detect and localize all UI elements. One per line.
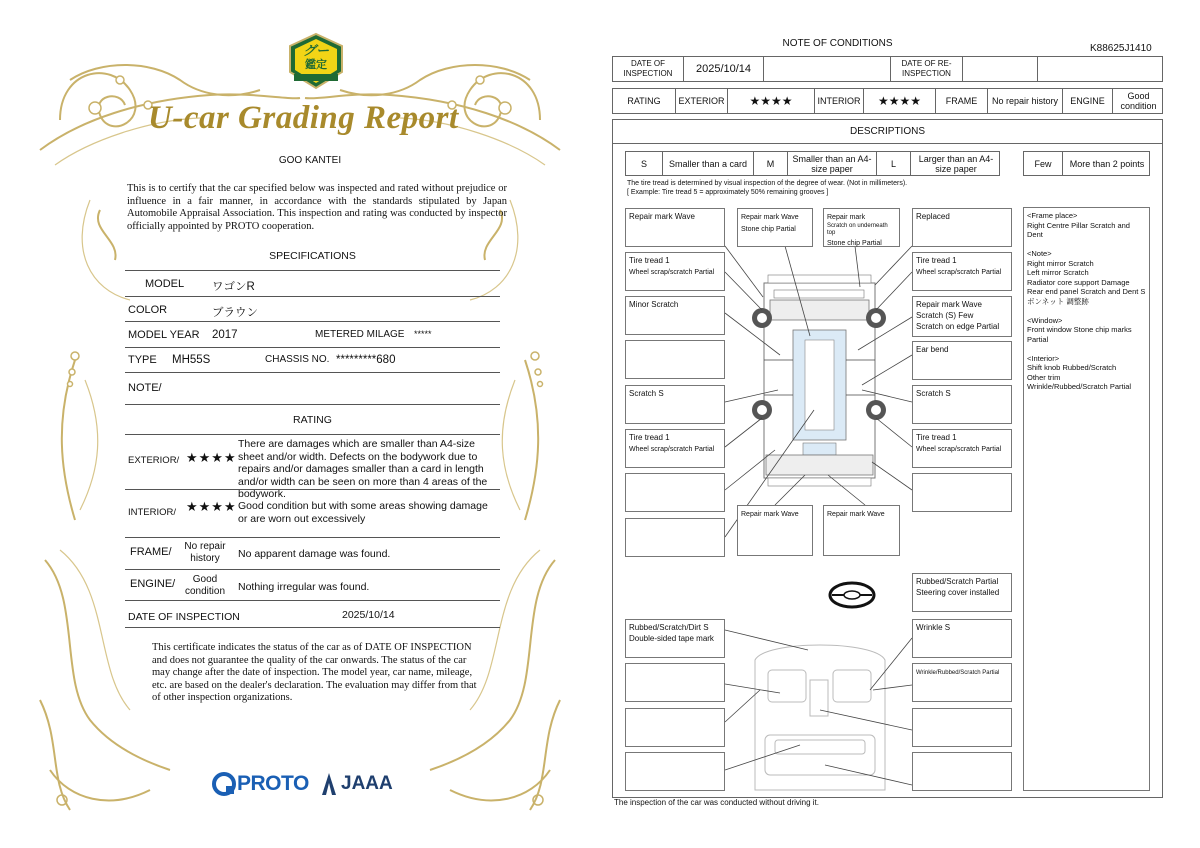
note-box: [625, 473, 725, 512]
certification-text: This is to certify that the car specified below was inspected and rated without prejudice or influence in a fair manner, in accordance with the standards stipulated by Japan Automobile Appraisal Association. This inspection and rating was conducted by inspector officially appointed by PROTO cooperation.: [127, 183, 507, 232]
notes-footer: The inspection of the car was conducted without driving it.: [614, 798, 819, 807]
frame-value: No repair history: [184, 541, 226, 564]
remark-line: <Window>: [1027, 315, 1063, 325]
note-text: Wheel scrap/scratch Partial: [629, 269, 715, 276]
notes-title: NOTE OF CONDITIONS: [782, 38, 893, 49]
engine-label: ENGINE: [1062, 89, 1112, 113]
note-box: [625, 518, 725, 557]
note-box: [912, 208, 1012, 247]
note-text: Repair mark Wave: [827, 511, 885, 518]
note-text: Tire tread 1: [629, 433, 670, 442]
note-box: [912, 341, 1012, 380]
note-box: [823, 505, 900, 556]
color-value: ブラウン: [212, 307, 258, 319]
divider: [125, 569, 500, 570]
inspection-date-value: 2025/10/14: [683, 57, 763, 81]
note-box: [737, 208, 813, 247]
remark-line: Left mirror Scratch: [1027, 268, 1089, 277]
exterior-label: EXTERIOR/: [128, 455, 180, 466]
remark-line: <Note>: [1027, 249, 1052, 258]
interior-stars: ★★★★: [863, 89, 935, 113]
note-box: [625, 252, 725, 291]
engine-label: ENGINE/: [130, 578, 176, 590]
legend-few: Few: [1034, 158, 1052, 169]
note-text: Steering cover installed: [916, 588, 1000, 597]
note-box: [912, 252, 1012, 291]
note-text: Repair mark: [827, 214, 866, 221]
badge-line2: 鑑定: [305, 59, 327, 71]
model-label: MODEL: [145, 278, 185, 290]
legend-m-text: Smaller than an A4-size paper: [787, 152, 876, 175]
note-box: [912, 296, 1012, 337]
exterior-label: EXTERIOR: [675, 89, 727, 113]
rating-heading: RATING: [293, 414, 332, 426]
note-box: [737, 505, 813, 556]
note-label: NOTE/: [128, 382, 162, 394]
inspection-date-label: DATE OF INSPECTION: [623, 59, 673, 78]
note-box: [912, 752, 1012, 791]
note-text: Scratch on underneath top: [827, 223, 888, 236]
note-text: Ear bend: [916, 345, 949, 354]
divider: [125, 270, 500, 271]
interior-stars: ★★★★: [186, 499, 237, 514]
frame-description: No apparent damage was found.: [238, 548, 391, 560]
model-value: ワゴンR: [212, 281, 255, 293]
badge-line1: グー: [302, 43, 329, 58]
note-box: [625, 619, 725, 658]
divider: [125, 372, 500, 373]
note-text: Scratch S: [916, 389, 951, 398]
goo-kantei-badge: [288, 32, 344, 90]
remark-line: [1027, 240, 1146, 250]
interior-diagram: [755, 645, 885, 790]
note-text: Wheel scrap/scratch Partial: [629, 446, 715, 453]
inspection-date-value: 2025/10/14: [342, 609, 395, 621]
legend-s-text: Smaller than a card: [662, 152, 753, 175]
exterior-stars: ★★★★: [727, 89, 814, 113]
remark-line: Shift knob Rubbed/Scratch: [1027, 363, 1117, 372]
exterior-stars: ★★★★: [186, 450, 237, 465]
legend-more: More than 2 points: [1062, 152, 1151, 175]
note-box: [912, 429, 1012, 468]
rating-label: RATING: [627, 96, 661, 106]
type-label: TYPE: [128, 354, 157, 366]
note-box: [625, 708, 725, 747]
jaaa-logo-text: JAAA: [341, 773, 393, 794]
remark-line: ボンネット 調整跡: [1027, 296, 1089, 306]
remark-line: Radiator core support Damage: [1027, 277, 1130, 287]
divider: [125, 600, 500, 601]
note-box: [625, 208, 725, 247]
note-text: Scratch on edge Partial: [916, 322, 1000, 331]
legend-l-text: Larger than an A4-size paper: [910, 152, 1001, 175]
descriptions-heading: DESCRIPTIONS: [849, 126, 925, 137]
engine-value: Good condition: [184, 574, 226, 597]
divider: [125, 404, 500, 405]
remarks-box: [1023, 207, 1150, 791]
interior-label: INTERIOR: [814, 89, 863, 113]
engine-value: Good condition: [1112, 89, 1164, 113]
note-box: [912, 473, 1012, 512]
divider: [125, 347, 500, 348]
note-text: Replaced: [916, 212, 950, 221]
divider: [125, 489, 500, 490]
note-box: [912, 663, 1012, 702]
color-label: COLOR: [128, 304, 168, 316]
note-text: Wheel scrap/scratch Partial: [916, 446, 1002, 453]
note-text: Wheel scrap/scratch Partial: [916, 269, 1002, 276]
interior-label: INTERIOR/: [128, 507, 177, 518]
note-text: Wrinkle/Rubbed/Scratch Partial: [916, 670, 1000, 676]
frame-label: FRAME/: [130, 546, 172, 558]
mileage-label: METERED MILAGE: [315, 329, 405, 340]
engine-description: Nothing irregular was found.: [238, 581, 370, 593]
note-text: Stone chip Partial: [741, 226, 796, 233]
model-year-label: MODEL YEAR: [128, 329, 200, 341]
chassis-label: CHASSIS NO.: [265, 354, 330, 365]
divider: [125, 627, 500, 628]
type-value: MH55S: [172, 354, 211, 366]
note-text: Repair mark Wave: [629, 212, 695, 221]
divider: [125, 537, 500, 538]
remark-line: [1027, 306, 1146, 316]
note-text: Repair mark Wave: [741, 214, 799, 221]
tire-note: The tire tread is determined by visual inspection of the degree of wear. (Not in millimeters).: [627, 180, 908, 187]
note-of-conditions: [600, 0, 1200, 848]
note-box: [625, 429, 725, 468]
report-title: U-car Grading Report: [148, 100, 459, 136]
proto-logo-text: PROTO: [237, 772, 309, 795]
note-text: Wrinkle S: [916, 623, 951, 632]
note-text: Double-sided tape mark: [629, 634, 714, 643]
remark-line: <Frame place>: [1027, 211, 1078, 220]
remark-line: [1027, 344, 1146, 354]
exterior-description: There are damages which are smaller than A4-size sheet and/or width. Defects on the bodywork due to repairs and/or damages smaller than a card in length and/or width can be seen on more than 4 areas of the bodywork.: [238, 438, 488, 500]
tire-example: [ Example: Tire tread 5 = approximately 50% remaining grooves ]: [627, 189, 829, 196]
steering-wheel-icon: [830, 583, 874, 607]
certificate-footer: This certificate indicates the status of the car as of DATE OF INSPECTION and does not guarantee the quality of the car onwards. The status of the car may change after the date of inspection. The model year, car name, mileage, etc. are based on the dealer's declaration. The evaluation may differ from that of other inspection organizations.: [152, 642, 477, 703]
remark-line: <Interior>: [1027, 353, 1060, 363]
proto-logo: [212, 770, 309, 798]
chassis-value: *********680: [336, 354, 396, 366]
remark-line: Wrinkle/Rubbed/Scratch Partial: [1027, 382, 1132, 391]
note-text: Stone chip Partial: [827, 240, 882, 247]
note-text: Scratch (S) Few: [916, 311, 974, 320]
remark-line: Other trim: [1027, 372, 1061, 382]
divider: [125, 296, 500, 297]
jaaa-logo: [320, 770, 393, 798]
legend-m: M: [753, 152, 787, 175]
note-text: Rubbed/Scratch Partial: [916, 577, 999, 586]
model-year-value: 2017: [212, 329, 238, 341]
frame-value: No repair history: [987, 89, 1062, 113]
legend-s: S: [640, 158, 647, 169]
note-box: [823, 208, 900, 247]
legend-l: L: [876, 152, 910, 175]
reference-number: K88625J1410: [1090, 43, 1152, 54]
note-text: Rubbed/Scratch/Dirt S: [629, 623, 709, 632]
note-text: Repair mark Wave: [916, 300, 982, 309]
report-subtitle: GOO KANTEI: [278, 155, 342, 166]
note-text: Tire tread 1: [916, 256, 957, 265]
reinspection-label: DATE OF RE-INSPECTION: [890, 57, 962, 81]
divider: [125, 321, 500, 322]
remarks-list: [1027, 211, 1146, 392]
frame-label: FRAME: [935, 89, 987, 113]
divider: [125, 434, 500, 435]
note-text: Tire tread 1: [916, 433, 957, 442]
note-box: [912, 619, 1012, 658]
remark-line: Rear end panel Scratch and Dent S: [1027, 287, 1146, 296]
interior-description: Good condition but with some areas showing damage or are worn out excessively: [238, 500, 488, 525]
inspection-date-label: DATE OF INSPECTION: [128, 611, 240, 623]
note-box: [625, 752, 725, 791]
note-box: [625, 340, 725, 379]
note-box: [912, 385, 1012, 424]
note-box: [912, 573, 1012, 612]
note-box: [625, 296, 725, 335]
remark-line: Front window Stone chip marks Partial: [1027, 325, 1132, 344]
note-text: Minor Scratch: [629, 300, 679, 309]
remark-line: Right Centre Pillar Scratch and Dent: [1027, 220, 1130, 239]
note-text: Repair mark Wave: [741, 511, 799, 518]
note-box: [625, 663, 725, 702]
specifications-heading: SPECIFICATIONS: [269, 250, 356, 262]
mileage-value: *****: [414, 329, 432, 339]
note-box: [912, 708, 1012, 747]
note-text: Tire tread 1: [629, 256, 670, 265]
note-text: Scratch S: [629, 389, 664, 398]
note-box: [625, 385, 725, 424]
remark-line: Right mirror Scratch: [1027, 258, 1094, 268]
